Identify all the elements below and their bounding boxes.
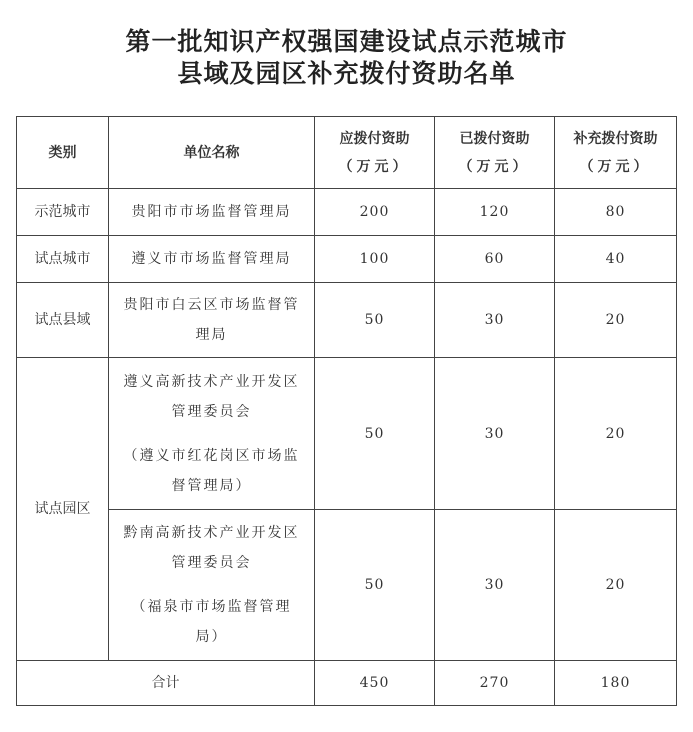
cell-unit-name: 贵阳市市场监督管理局 <box>109 189 315 236</box>
cell-unit-name <box>109 358 315 510</box>
total-label: 合计 <box>17 661 315 706</box>
cell-category: 试点城市 <box>17 236 109 283</box>
header-due-label: 应拨付资助 <box>339 130 410 147</box>
header-paid <box>435 117 555 189</box>
cell-supplement: 20 <box>555 358 677 510</box>
header-unit-name: 单位名称 <box>109 117 315 189</box>
cell-due: 50 <box>315 358 435 510</box>
header-paid-label: 已拨付资助 <box>459 130 530 147</box>
header-due <box>315 117 435 189</box>
unit-name-line: 贵阳市白云区市场监督管 <box>123 297 300 313</box>
unit-name-line: 黔南高新技术产业开发区 <box>123 525 300 541</box>
table-row <box>17 236 677 283</box>
table-row <box>17 510 677 661</box>
table-header-row <box>17 117 677 189</box>
page-title-line-2: 县域及园区补充拨付资助名单 <box>177 59 516 88</box>
cell-paid: 30 <box>435 358 555 510</box>
cell-due: 50 <box>315 510 435 661</box>
table-row <box>17 283 677 358</box>
table-row <box>17 358 677 510</box>
cell-paid: 60 <box>435 236 555 283</box>
total-supplement: 180 <box>555 661 677 706</box>
unit-name-line: 遵义高新技术产业开发区 <box>123 373 300 390</box>
cell-paid: 30 <box>435 510 555 661</box>
unit-name-line: （福泉市市场监督管理 <box>131 599 292 615</box>
cell-unit-name <box>109 283 315 358</box>
cell-category: 试点园区 <box>17 358 109 661</box>
unit-name-line: 局） <box>195 629 228 645</box>
cell-category: 示范城市 <box>17 189 109 236</box>
cell-unit-name <box>109 510 315 661</box>
cell-unit-name: 遵义市市场监督管理局 <box>109 236 315 283</box>
header-supplement-label: 补充拨付资助 <box>573 130 658 147</box>
funding-table <box>16 116 677 706</box>
unit-name-line: （遵义市红花岗区市场监 <box>123 447 300 464</box>
unit-name-line: 理局 <box>195 327 228 343</box>
cell-paid: 120 <box>435 189 555 236</box>
cell-supplement: 80 <box>555 189 677 236</box>
table-row <box>17 189 677 236</box>
unit-name-line: 管理委员会 <box>171 555 252 571</box>
cell-category: 试点县域 <box>17 283 109 358</box>
cell-supplement: 40 <box>555 236 677 283</box>
header-due-unit: （万元） <box>338 158 411 175</box>
header-supplement <box>555 117 677 189</box>
cell-due: 100 <box>315 236 435 283</box>
page-title-line-1: 第一批知识产权强国建设试点示范城市 <box>125 27 568 56</box>
header-category: 类别 <box>17 117 109 189</box>
total-paid: 270 <box>435 661 555 706</box>
cell-due: 200 <box>315 189 435 236</box>
unit-name-line: 督管理局） <box>171 477 252 494</box>
total-due: 450 <box>315 661 435 706</box>
cell-paid: 30 <box>435 283 555 358</box>
cell-supplement: 20 <box>555 510 677 661</box>
spacer <box>119 427 304 441</box>
header-paid-unit: （万元） <box>458 158 531 175</box>
cell-due: 50 <box>315 283 435 358</box>
table-total-row <box>17 661 677 706</box>
unit-name-line: 管理委员会 <box>171 403 252 420</box>
spacer <box>119 578 304 592</box>
cell-supplement: 20 <box>555 283 677 358</box>
header-supplement-unit: （万元） <box>579 158 652 175</box>
